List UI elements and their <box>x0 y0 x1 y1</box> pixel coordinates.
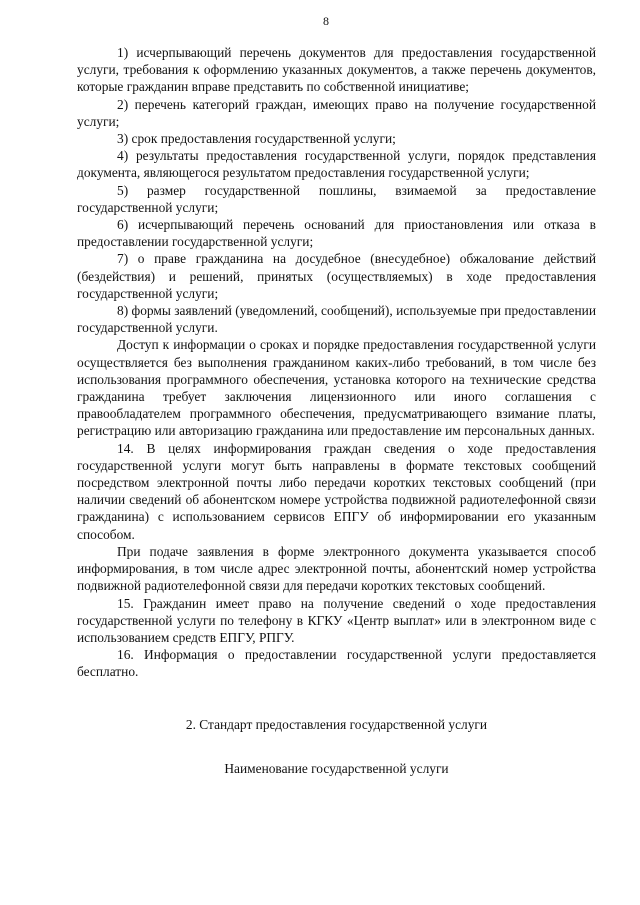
subsection-heading: Наименование государственной услуги <box>224 760 449 776</box>
paragraph-access-info: Доступ к информации о сроках и порядке предоставления государственной услуги осуществляется без выполнения гражданином каких-либо требований, в том числе без использования программного обеспечения, установка которого на технические средства гражданина требует заключения лицензионного или иного соглашения с правообладателем программного обеспечения, предусматривающего взимание платы, регистрацию или авторизацию гражданина или предоставление им персональных данных. <box>77 337 596 439</box>
paragraph-item-2: 2) перечень категорий граждан, имеющих право на получение государственной услуги; <box>77 96 596 129</box>
paragraph-electronic-submission: При подаче заявления в форме электронного документа указывается способ информирования, в том числе адрес электронной почты, абонентский номер устройства подвижной радиотелефонной связи для передачи коротких текстовых сообщений. <box>77 543 596 594</box>
paragraph-item-3: 3) срок предоставления государственной услуги; <box>117 131 396 147</box>
paragraph-clause-15: 15. Гражданин имеет право на получение сведений о ходе предоставления государственной услуги по телефону в КГКУ «Центр выплат» или в электронном виде с использованием средств ЕПГУ, РПГУ. <box>77 595 596 645</box>
paragraph-item-4: 4) результаты предоставления государственной услуги, порядок представления документа, являющегося результатом предоставления государственной услуги; <box>77 148 596 181</box>
paragraph-item-1: 1) исчерпывающий перечень документов для предоставления государственной услуги, требования к оформлению указанных документов, а также перечень документов, которые гражданин вправе представить по собственной инициативе; <box>77 45 596 95</box>
paragraph-item-5: 5) размер государственной пошлины, взимаемой за предоставление государственной услуги; <box>77 182 596 215</box>
paragraph-item-6: 6) исчерпывающий перечень оснований для приостановления или отказа в предоставлении государственной услуги; <box>77 217 596 250</box>
section-heading: 2. Стандарт предоставления государственной услуги <box>185 716 488 732</box>
paragraph-item-7: 7) о праве гражданина на досудебное (внесудебное) обжалование действий (бездействия) и решений, принятых (осуществляемых) в ходе предоставления государственной услуги; <box>77 251 596 301</box>
page-number: 8 <box>323 14 329 28</box>
paragraph-clause-14: 14. В целях информирования граждан сведения о ходе предоставления государственной услуги могут быть направлены в формате текстовых сообщений посредством электронной почты либо передачи коротких текстовых сообщений (при наличии сведений об абонентском номере устройства подвижной радиотелефонной связи гражданина) с использованием сервисов ЕПГУ об информировании его указанным способом. <box>77 440 596 542</box>
paragraph-clause-16: 16. Информация о предоставлении государственной услуги предоставляется бесплатно. <box>77 647 596 680</box>
paragraph-item-8: 8) формы заявлений (уведомлений, сообщений), используемые при предоставлении государственной услуги. <box>77 303 596 336</box>
